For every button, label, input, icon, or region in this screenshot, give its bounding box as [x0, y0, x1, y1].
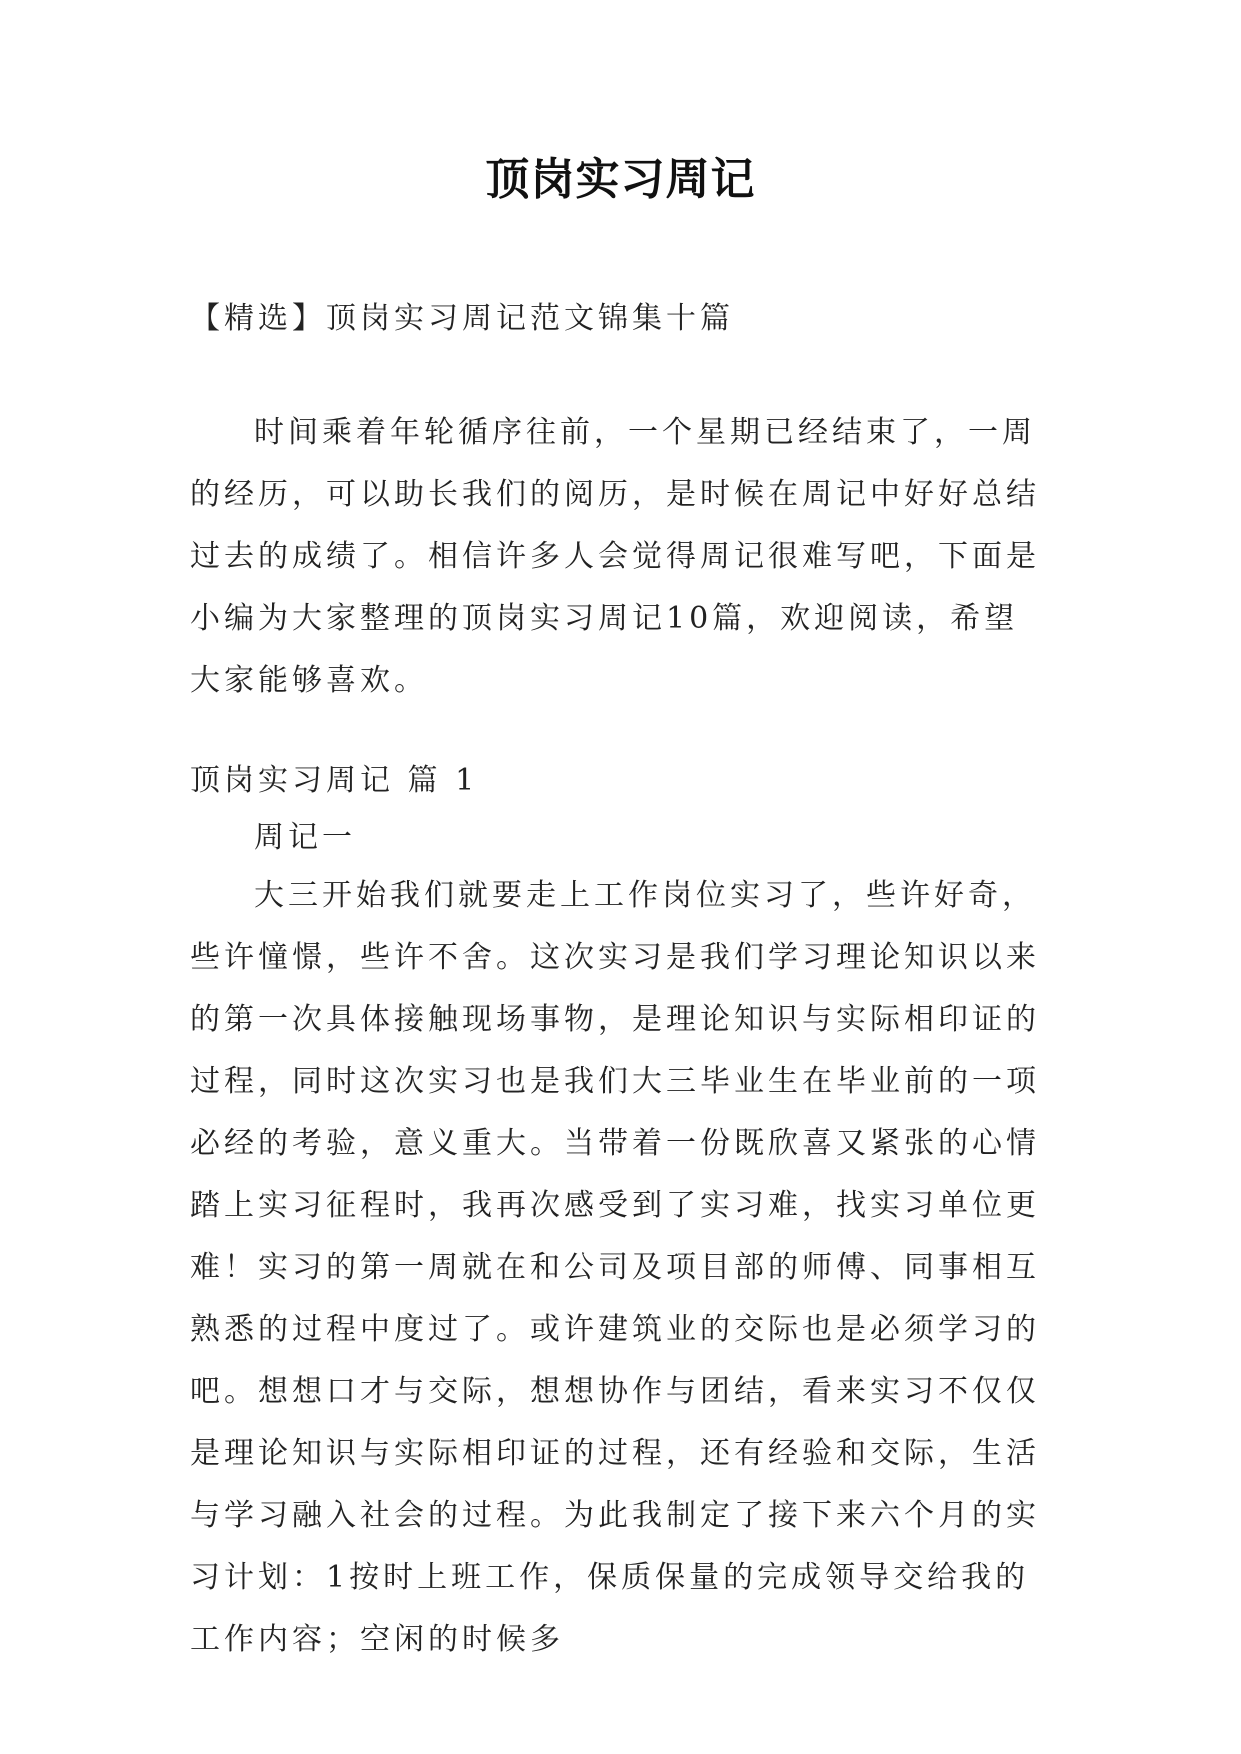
- body-paragraph: 大三开始我们就要走上工作岗位实习了，些许好奇，些许憧憬，些许不舍。这次实习是我们学习理论知识以来的第一次具体接触现场事物，是理论知识与实际相印证的过程，同时这次实习也是我们大三毕业生在毕业前的一项必经的考验，意义重大。当带着一份既欣喜又紧张的心情踏上实习征程时，我再次感受到了实习难，找实习单位更难！实习的第一周就在和公司及项目部的师傅、同事相互熟悉的过程中度过了。或许建筑业的交际也是必须学习的吧。想想口才与交际，想想协作与团结，看来实习不仅仅是理论知识与实际相印证的过程，还有经验和交际，生活与学习融入社会的过程。为此我制定了接下来六个月的实习计划：1按时上班工作，保质保量的完成领导交给我的工作内容；空闲的时候多: [190, 878, 1040, 1657]
- document-subtitle: 【精选】顶岗实习周记范文锦集十篇: [190, 301, 734, 336]
- intro-paragraph: 时间乘着年轮循序往前，一个星期已经结束了，一周的经历，可以助长我们的阅历，是时候在周记中好好总结过去的成绩了。相信许多人会觉得周记很难写吧，下面是小编为大家整理的顶岗实习周记10篇，欢迎阅读，希望大家能够喜欢。: [190, 415, 1040, 698]
- sub-heading: 周记一: [254, 820, 356, 855]
- document-title: 顶岗实习周记: [485, 154, 756, 205]
- section-heading: 顶岗实习周记 篇 1: [190, 763, 479, 798]
